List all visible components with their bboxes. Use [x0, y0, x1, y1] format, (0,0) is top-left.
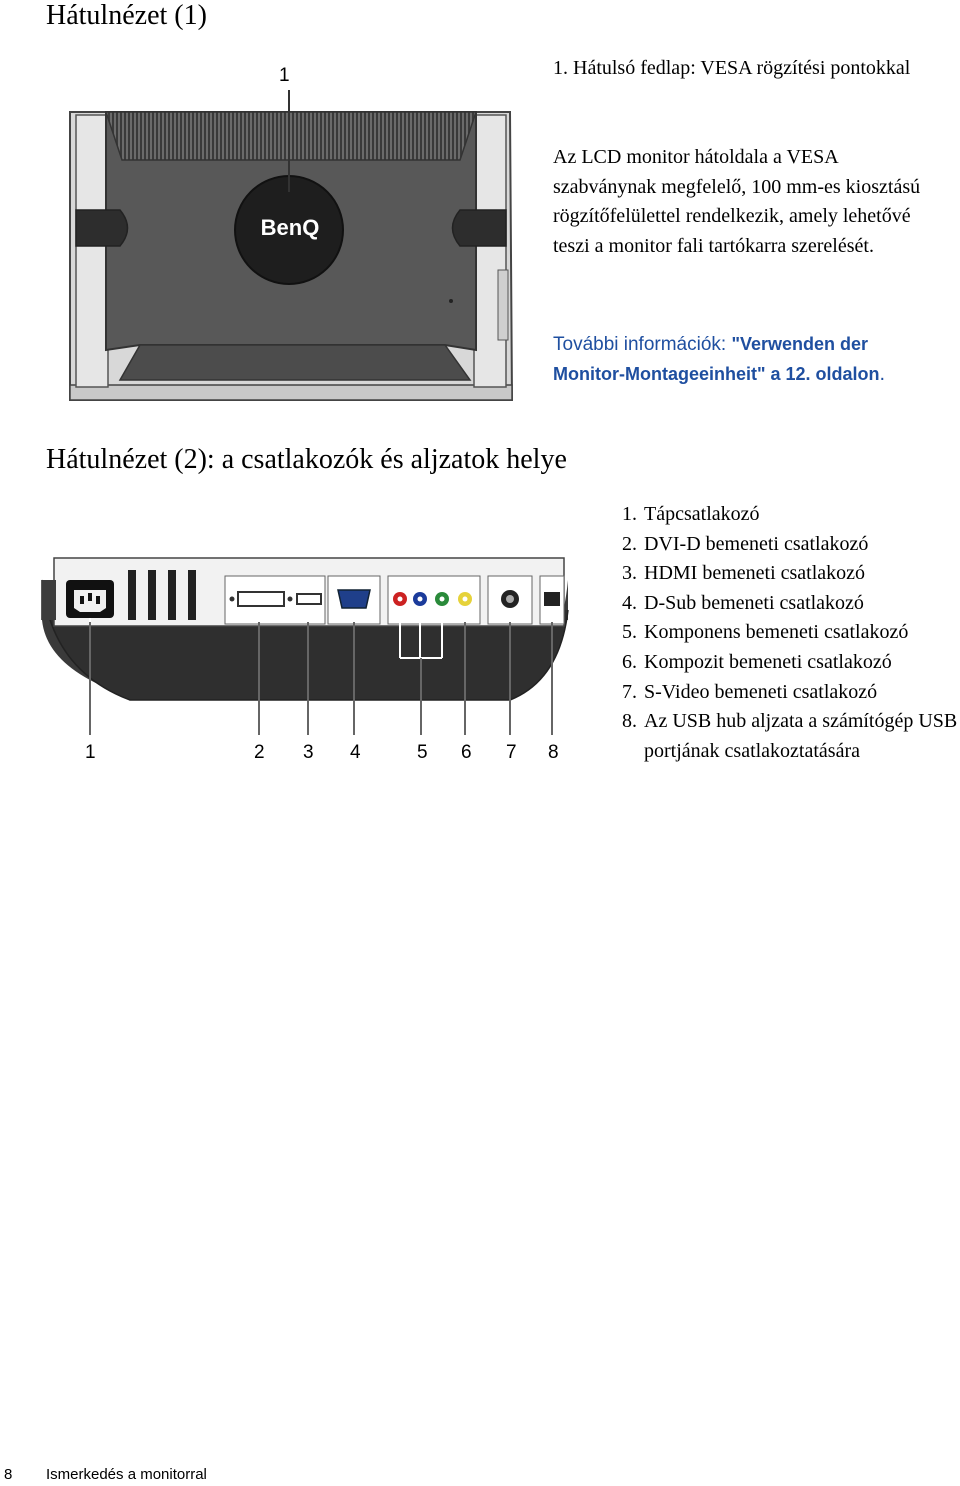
- callout-number-1: 1: [85, 742, 96, 763]
- list-item: 3. HDMI bemeneti csatlakozó: [622, 562, 866, 585]
- benq-logo: BenQ: [260, 215, 320, 240]
- more-info-note: [553, 330, 943, 389]
- section-title-connectors: Hátulnézet (2): a csatlakozók és aljzatok helye: [46, 444, 567, 475]
- rear-cover-heading: 1. Hátulsó fedlap: VESA rögzítési pontokkal: [553, 57, 911, 79]
- list-item: 4. D-Sub bemeneti csatlakozó: [622, 591, 864, 614]
- connector-panel-illustration: [40, 550, 580, 800]
- vesa-description: Az LCD monitor hátoldala a VESA szabványnak megfelelő, 100 mm-es kiosztású rögzítőfelülettel rendelkezik, amely lehetővé teszi a monitor fali tartókarra szerelését.: [553, 146, 921, 257]
- mounting-section-link[interactable]: "Verwenden der Monitor-Montageeinheit" a 12. oldalon: [553, 334, 880, 384]
- list-item: 6. Kompozit bemeneti csatlakozó: [622, 650, 892, 673]
- list-item: 7. S-Video bemeneti csatlakozó: [622, 680, 878, 703]
- callout-number-5: 5: [417, 742, 428, 763]
- monitor-rear-illustration: [60, 60, 530, 405]
- callout-number-6: 6: [461, 742, 472, 763]
- more-info-lead: További információk:: [553, 334, 732, 355]
- list-item: 1. Tápcsatlakozó: [622, 503, 760, 525]
- connector-legend-list: [622, 500, 958, 766]
- list-item: 2. DVI-D bemeneti csatlakozó: [622, 532, 869, 555]
- callout-number-3: 3: [303, 742, 314, 763]
- callout-number-7: 7: [506, 742, 517, 763]
- chapter-title: Ismerkedés a monitorral: [46, 1466, 207, 1483]
- callout-number-1: 1: [279, 65, 290, 86]
- callout-number-2: 2: [254, 742, 265, 763]
- more-info-tail: .: [879, 362, 886, 385]
- callout-number-4: 4: [350, 742, 361, 763]
- list-item: 8. Az USB hub aljzata a számítógép USB portjának csatlakoztatására: [622, 710, 958, 762]
- callout-number-8: 8: [548, 742, 559, 763]
- list-item: 5. Komponens bemeneti csatlakozó: [622, 621, 909, 644]
- section-title-rear-view-1: Hátulnézet (1): [46, 0, 207, 31]
- page-number: 8: [4, 1466, 13, 1483]
